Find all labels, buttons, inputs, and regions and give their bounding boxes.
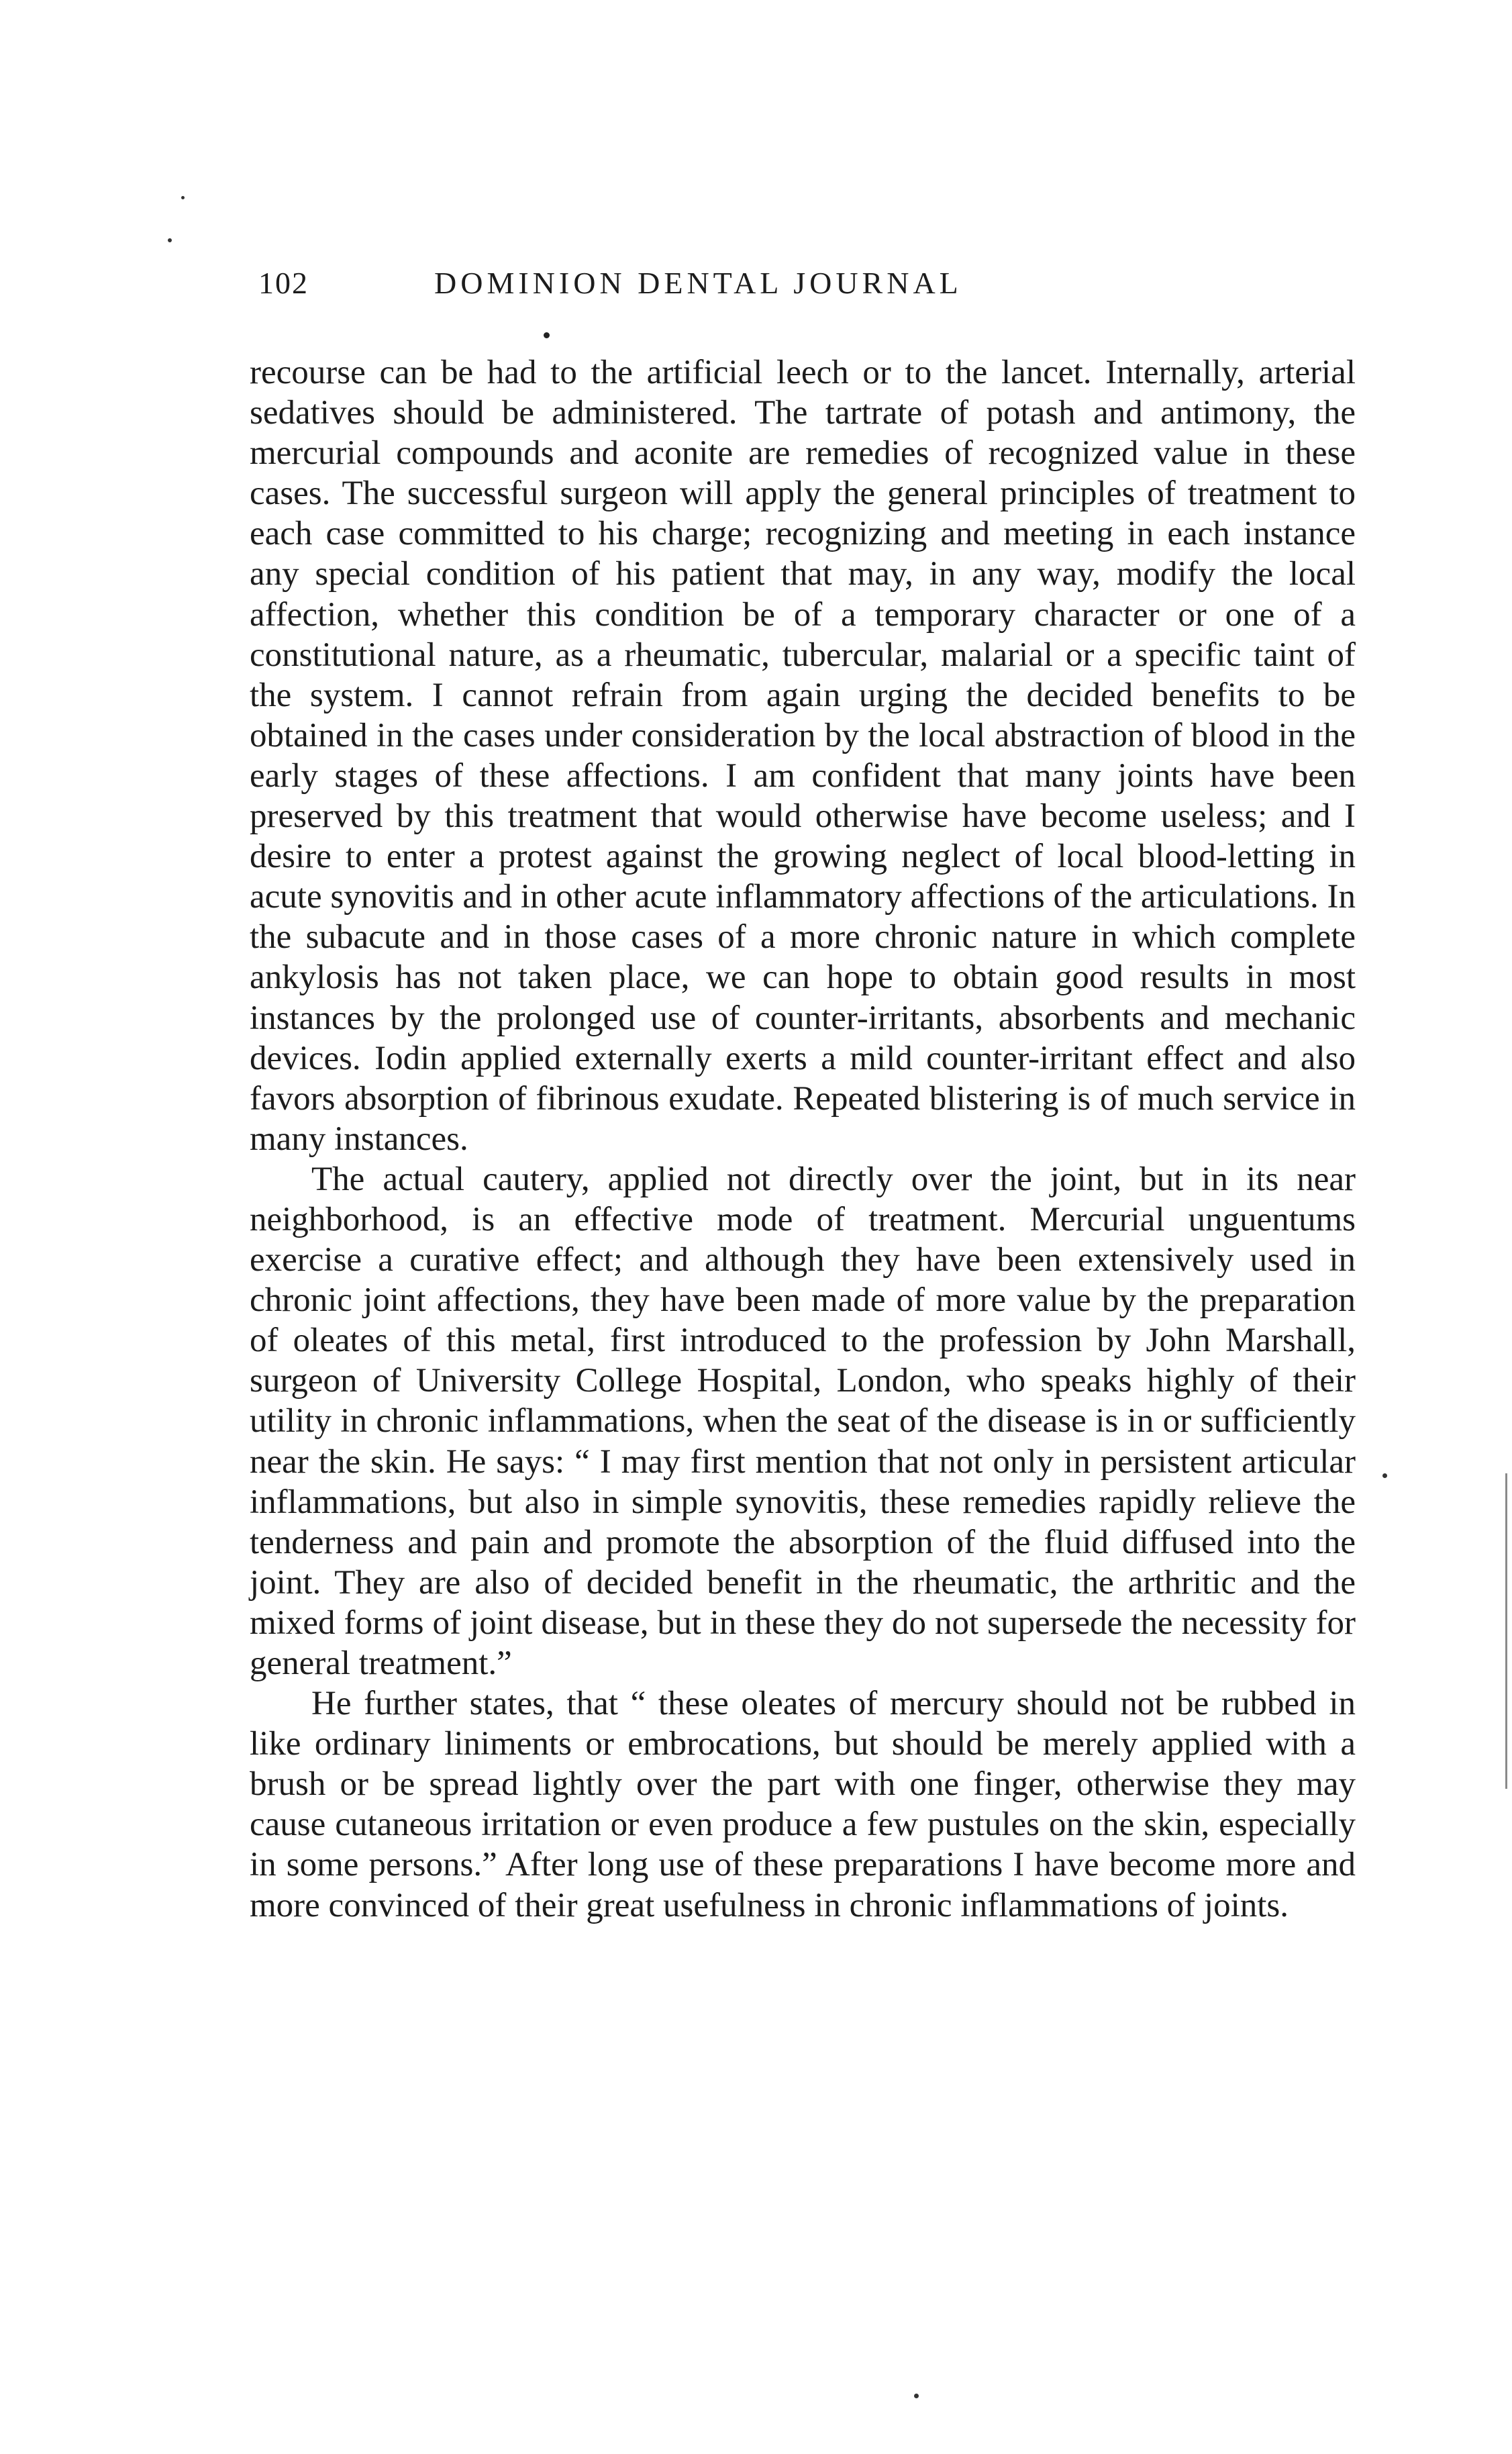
margin-speck — [914, 2394, 919, 2398]
paragraph-3: He further states, that “ these oleates of mercury should not be rubbed in like ordinary liniments or embrocations, but should be merely applied with a brush or be spread lightly over the part with one finger, otherwise they may cause cutaneous irritation or even produce a few pustules on the skin, especially in some persons.” After long use of these preparations I have become more and more convinced of their great usefulness in chronic inflammations of joints. — [250, 1685, 1356, 1924]
page-edge-line — [1505, 1473, 1507, 1789]
page-header — [258, 265, 1346, 319]
margin-speck — [168, 238, 172, 242]
page-number: 102 — [258, 266, 309, 300]
printer-mark-dot — [544, 332, 550, 338]
paragraph-1: recourse can be had to the artificial leech or to the lancet. Internally, arterial sedatives should be administered. The tartrate of potash and antimony, the mercurial compounds and aconite are remedies of recognized value in these cases. The successful surgeon will apply the general principles of treatment to each case committed to his charge; recognizing and meeting in each instance any special condition of his patient that may, in any way, modify the local affection, whether this condition be of a temporary character or one of a constitutional nature, as a rheumatic, tubercular, malarial or a specific taint of the system. I cannot refrain from again urging the decided benefits to be obtained in the cases under consideration by the local abstraction of blood in the early stages of these affections. I am confident that many joints have been preserved by this treatment that would otherwise have become useless; and I desire to enter a protest against the growing neglect of local blood-letting in acute synovitis and in other acute inflammatory affections of the articulations. In the subacute and in those cases of a more chronic nature in which complete ankylosis has not taken place, we can hope to obtain good results in most instances by the prolonged use of counter-irritants, absorbents and mechanic devices. Iodin applied externally exerts a mild counter-irritant effect and also favors absorption of fibrinous exudate. Repeated blistering is of much service in many instances. — [250, 354, 1356, 1158]
body-text — [250, 352, 1356, 1926]
margin-speck — [1382, 1473, 1387, 1478]
paragraph-2: The actual cautery, applied not directly over the joint, but in its near neighborhood, is an effective mode of treatment. Mercurial unguentums exercise a curative effect; and although they have been extensively used in chronic joint affections, they have been made of more value by the preparation of oleates of this metal, first introduced to the profession by John Marshall, surgeon of University College Hospital, London, who speaks highly of their utility in chronic inflammations, when the seat of the disease is in or sufficiently near the skin. He says: “ I may first mention that not only in persistent articular inflammations, but also in simple synovitis, these remedies rapidly relieve the tenderness and pain and promote the absorption of the fluid diffused into the joint. They are also of decided benefit in the rheumatic, the arthritic and the mixed forms of joint disease, but in these they do not supersede the necessity for general treatment.” — [250, 1160, 1356, 1682]
margin-speck — [181, 196, 185, 199]
running-title: DOMINION DENTAL JOURNAL — [434, 266, 962, 300]
